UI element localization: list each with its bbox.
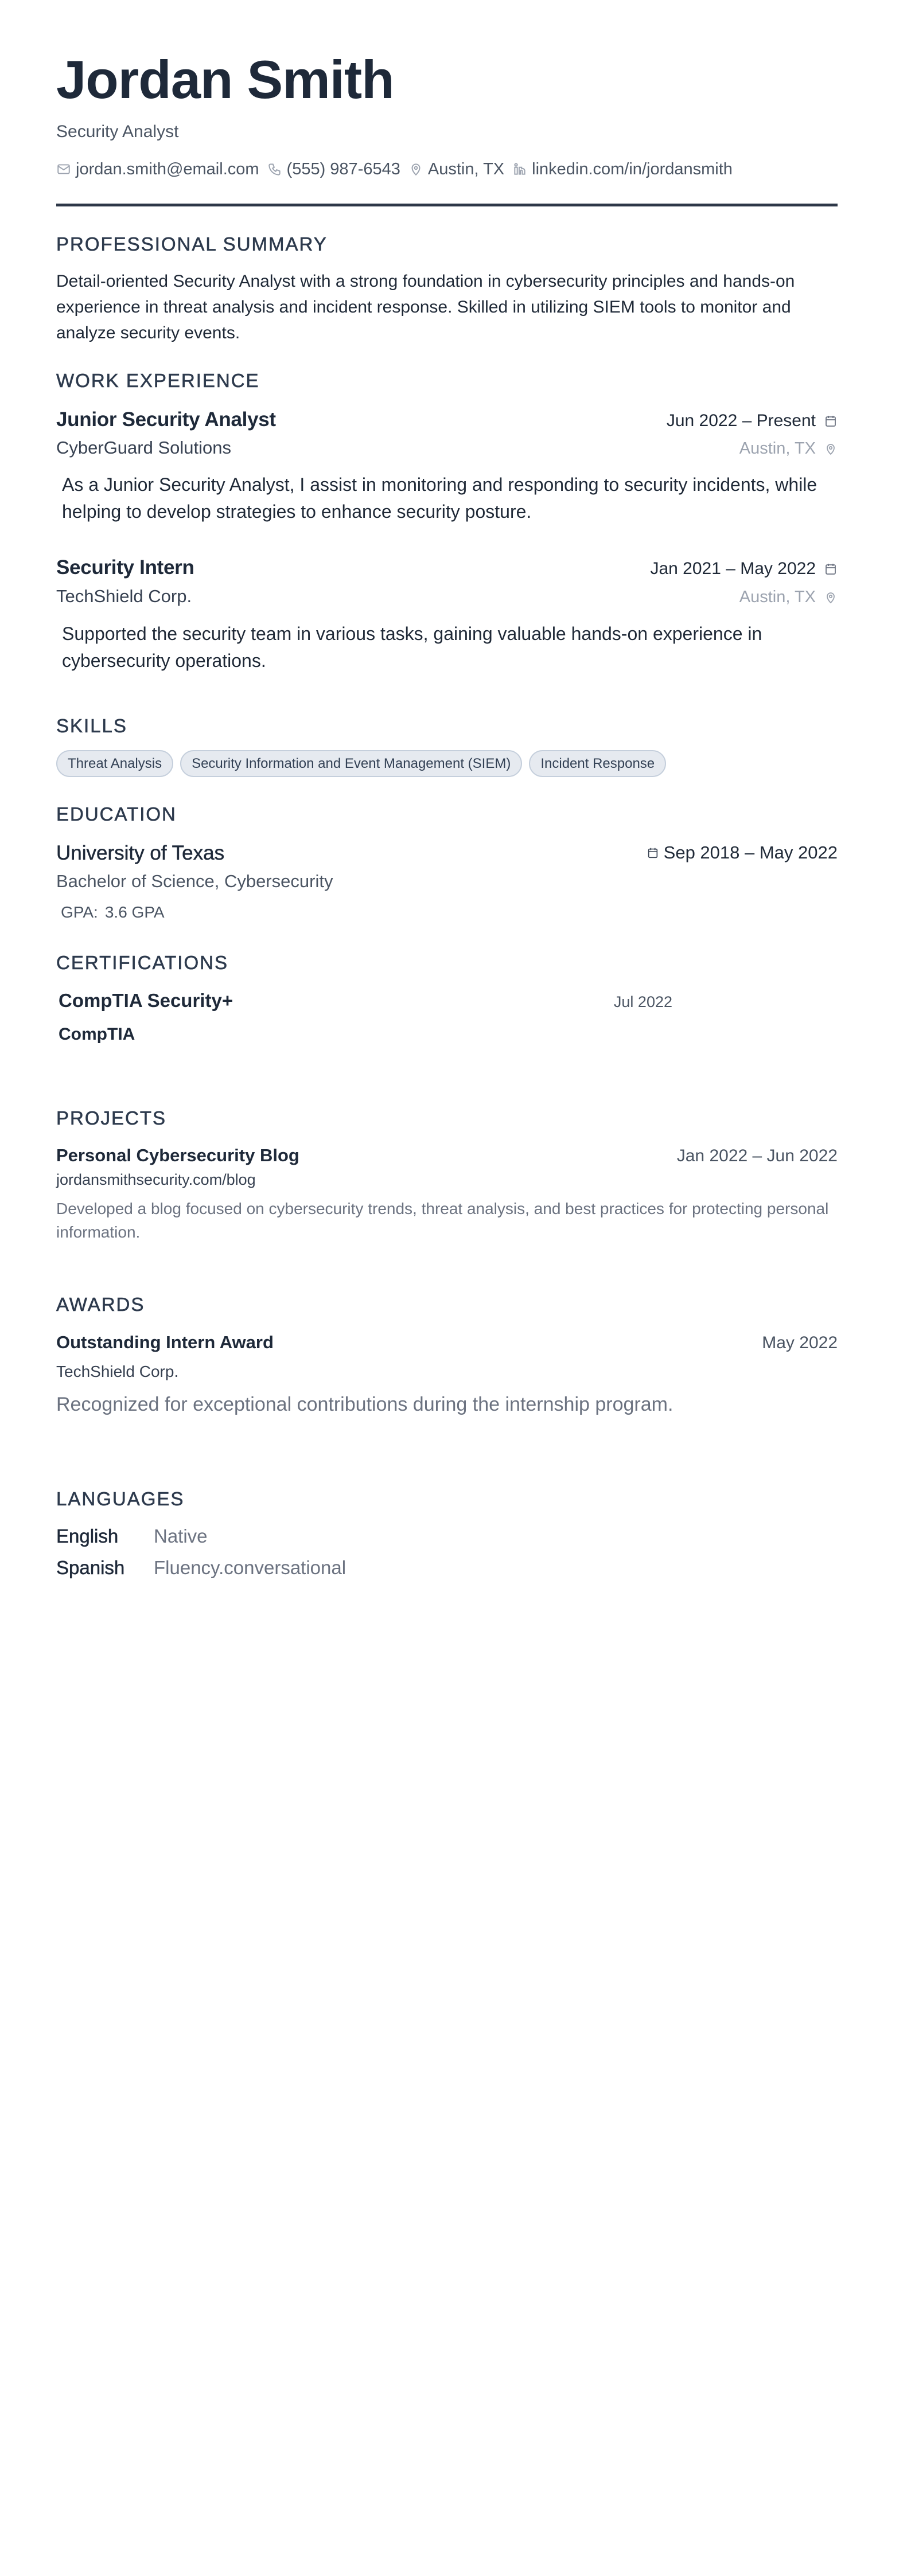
- job-company: CyberGuard Solutions: [56, 438, 231, 458]
- project-title: Personal Cybersecurity Blog: [56, 1145, 299, 1165]
- language-row: [56, 1525, 208, 1547]
- award-title: Outstanding Intern Award: [56, 1332, 274, 1352]
- location-icon: [824, 591, 838, 604]
- candidate-name: Jordan Smith: [56, 49, 394, 110]
- section-heading-languages: LANGUAGES: [56, 1488, 185, 1509]
- gpa-value: 3.6 GPA: [104, 903, 165, 921]
- job-dates: [650, 559, 838, 579]
- location-icon: [408, 162, 423, 177]
- project-header: [56, 1145, 838, 1166]
- certification-header: [59, 990, 672, 1012]
- contact-location: [408, 159, 504, 179]
- award-date: May 2022: [762, 1333, 838, 1352]
- certification-name: CompTIA Security+: [59, 990, 233, 1011]
- job-location-text: Austin, TX: [739, 439, 816, 458]
- linkedin-icon: [512, 162, 527, 177]
- job-title: Junior Security Analyst: [56, 408, 276, 431]
- language-row: [56, 1557, 346, 1579]
- header-divider: [56, 204, 838, 206]
- mail-icon: [56, 162, 71, 177]
- section-heading-education: EDUCATION: [56, 803, 177, 825]
- contact-linkedin[interactable]: [512, 159, 733, 179]
- job-dates-text: Jun 2022 – Present: [666, 411, 816, 430]
- skills-list: [56, 750, 666, 777]
- summary-text: Detail-oriented Security Analyst with a strong foundation in cybersecurity principles and hands-on experience in threat analysis and incident response. Skilled in utilizing SIEM tools to monitor and analyze security events.: [56, 272, 795, 342]
- contact-row: [56, 159, 741, 179]
- job-title: Security Intern: [56, 556, 194, 579]
- language-level: Native: [154, 1525, 208, 1547]
- job-description: Supported the security team in various tasks, gaining valuable hands-on experience in cybersecurity operations.: [62, 623, 762, 671]
- job-header: [56, 556, 838, 579]
- job-dates: [667, 411, 838, 431]
- education-degree: Bachelor of Science, Cybersecurity: [56, 871, 333, 891]
- section-heading-awards: AWARDS: [56, 1294, 145, 1315]
- job-description: As a Junior Security Analyst, I assist in monitoring and responding to security incidents, while helping to develop strategies to enhance security posture.: [62, 474, 817, 522]
- contact-email-text: jordan.smith@email.com: [76, 160, 259, 178]
- contact-phone-text: (555) 987-6543: [286, 160, 400, 178]
- skill-chip: Security Information and Event Management (SIEM): [180, 750, 522, 777]
- section-heading-experience: WORK EXPERIENCE: [56, 370, 260, 391]
- project-dates: Jan 2022 – Jun 2022: [676, 1146, 838, 1165]
- section-heading-summary: PROFESSIONAL SUMMARY: [56, 233, 328, 255]
- skill-chip: Threat Analysis: [56, 750, 173, 777]
- gpa-label: GPA:: [61, 903, 98, 921]
- job-subheader: [56, 586, 838, 607]
- contact-location-text: Austin, TX: [427, 160, 505, 178]
- calendar-icon: [647, 846, 659, 860]
- education-dates: [647, 842, 838, 863]
- contact-email[interactable]: [56, 159, 259, 179]
- job-dates-text: Jan 2021 – May 2022: [650, 559, 816, 578]
- language-level: Fluency.conversational: [154, 1557, 347, 1578]
- award-header: [56, 1332, 838, 1353]
- skill-chip: Incident Response: [529, 750, 666, 777]
- job-subheader: [56, 438, 838, 458]
- award-description: Recognized for exceptional contributions during the internship program.: [56, 1394, 673, 1415]
- location-icon: [824, 442, 838, 456]
- education-dates-text: Sep 2018 – May 2022: [663, 842, 838, 862]
- certification-date: Jul 2022: [613, 993, 672, 1010]
- job-location: [739, 588, 838, 607]
- education-header: [56, 842, 838, 865]
- language-name: Spanish: [56, 1557, 125, 1578]
- job-location-text: Austin, TX: [739, 588, 816, 606]
- education-gpa: [61, 903, 165, 922]
- education-school: University of Texas: [56, 842, 225, 864]
- section-heading-skills: SKILLS: [56, 715, 127, 736]
- project-description: Developed a blog focused on cybersecurity trends, threat analysis, and best practices for protecting personal information.: [56, 1200, 829, 1241]
- section-heading-certifications: CERTIFICATIONS: [56, 952, 228, 973]
- candidate-title: Security Analyst: [56, 122, 179, 141]
- contact-linkedin-text: linkedin.com/in/jordansmith: [532, 160, 733, 178]
- award-organization: TechShield Corp.: [56, 1363, 179, 1380]
- calendar-icon: [824, 562, 838, 576]
- job-company: TechShield Corp.: [56, 586, 192, 606]
- job-location: [739, 439, 838, 458]
- section-heading-projects: PROJECTS: [56, 1107, 167, 1129]
- calendar-icon: [824, 414, 838, 428]
- contact-phone[interactable]: [267, 159, 400, 179]
- phone-icon: [267, 162, 282, 177]
- language-name: English: [56, 1525, 119, 1547]
- certification-issuer: CompTIA: [59, 1025, 135, 1044]
- job-header: [56, 408, 838, 431]
- project-url[interactable]: jordansmithsecurity.com/blog: [56, 1171, 256, 1188]
